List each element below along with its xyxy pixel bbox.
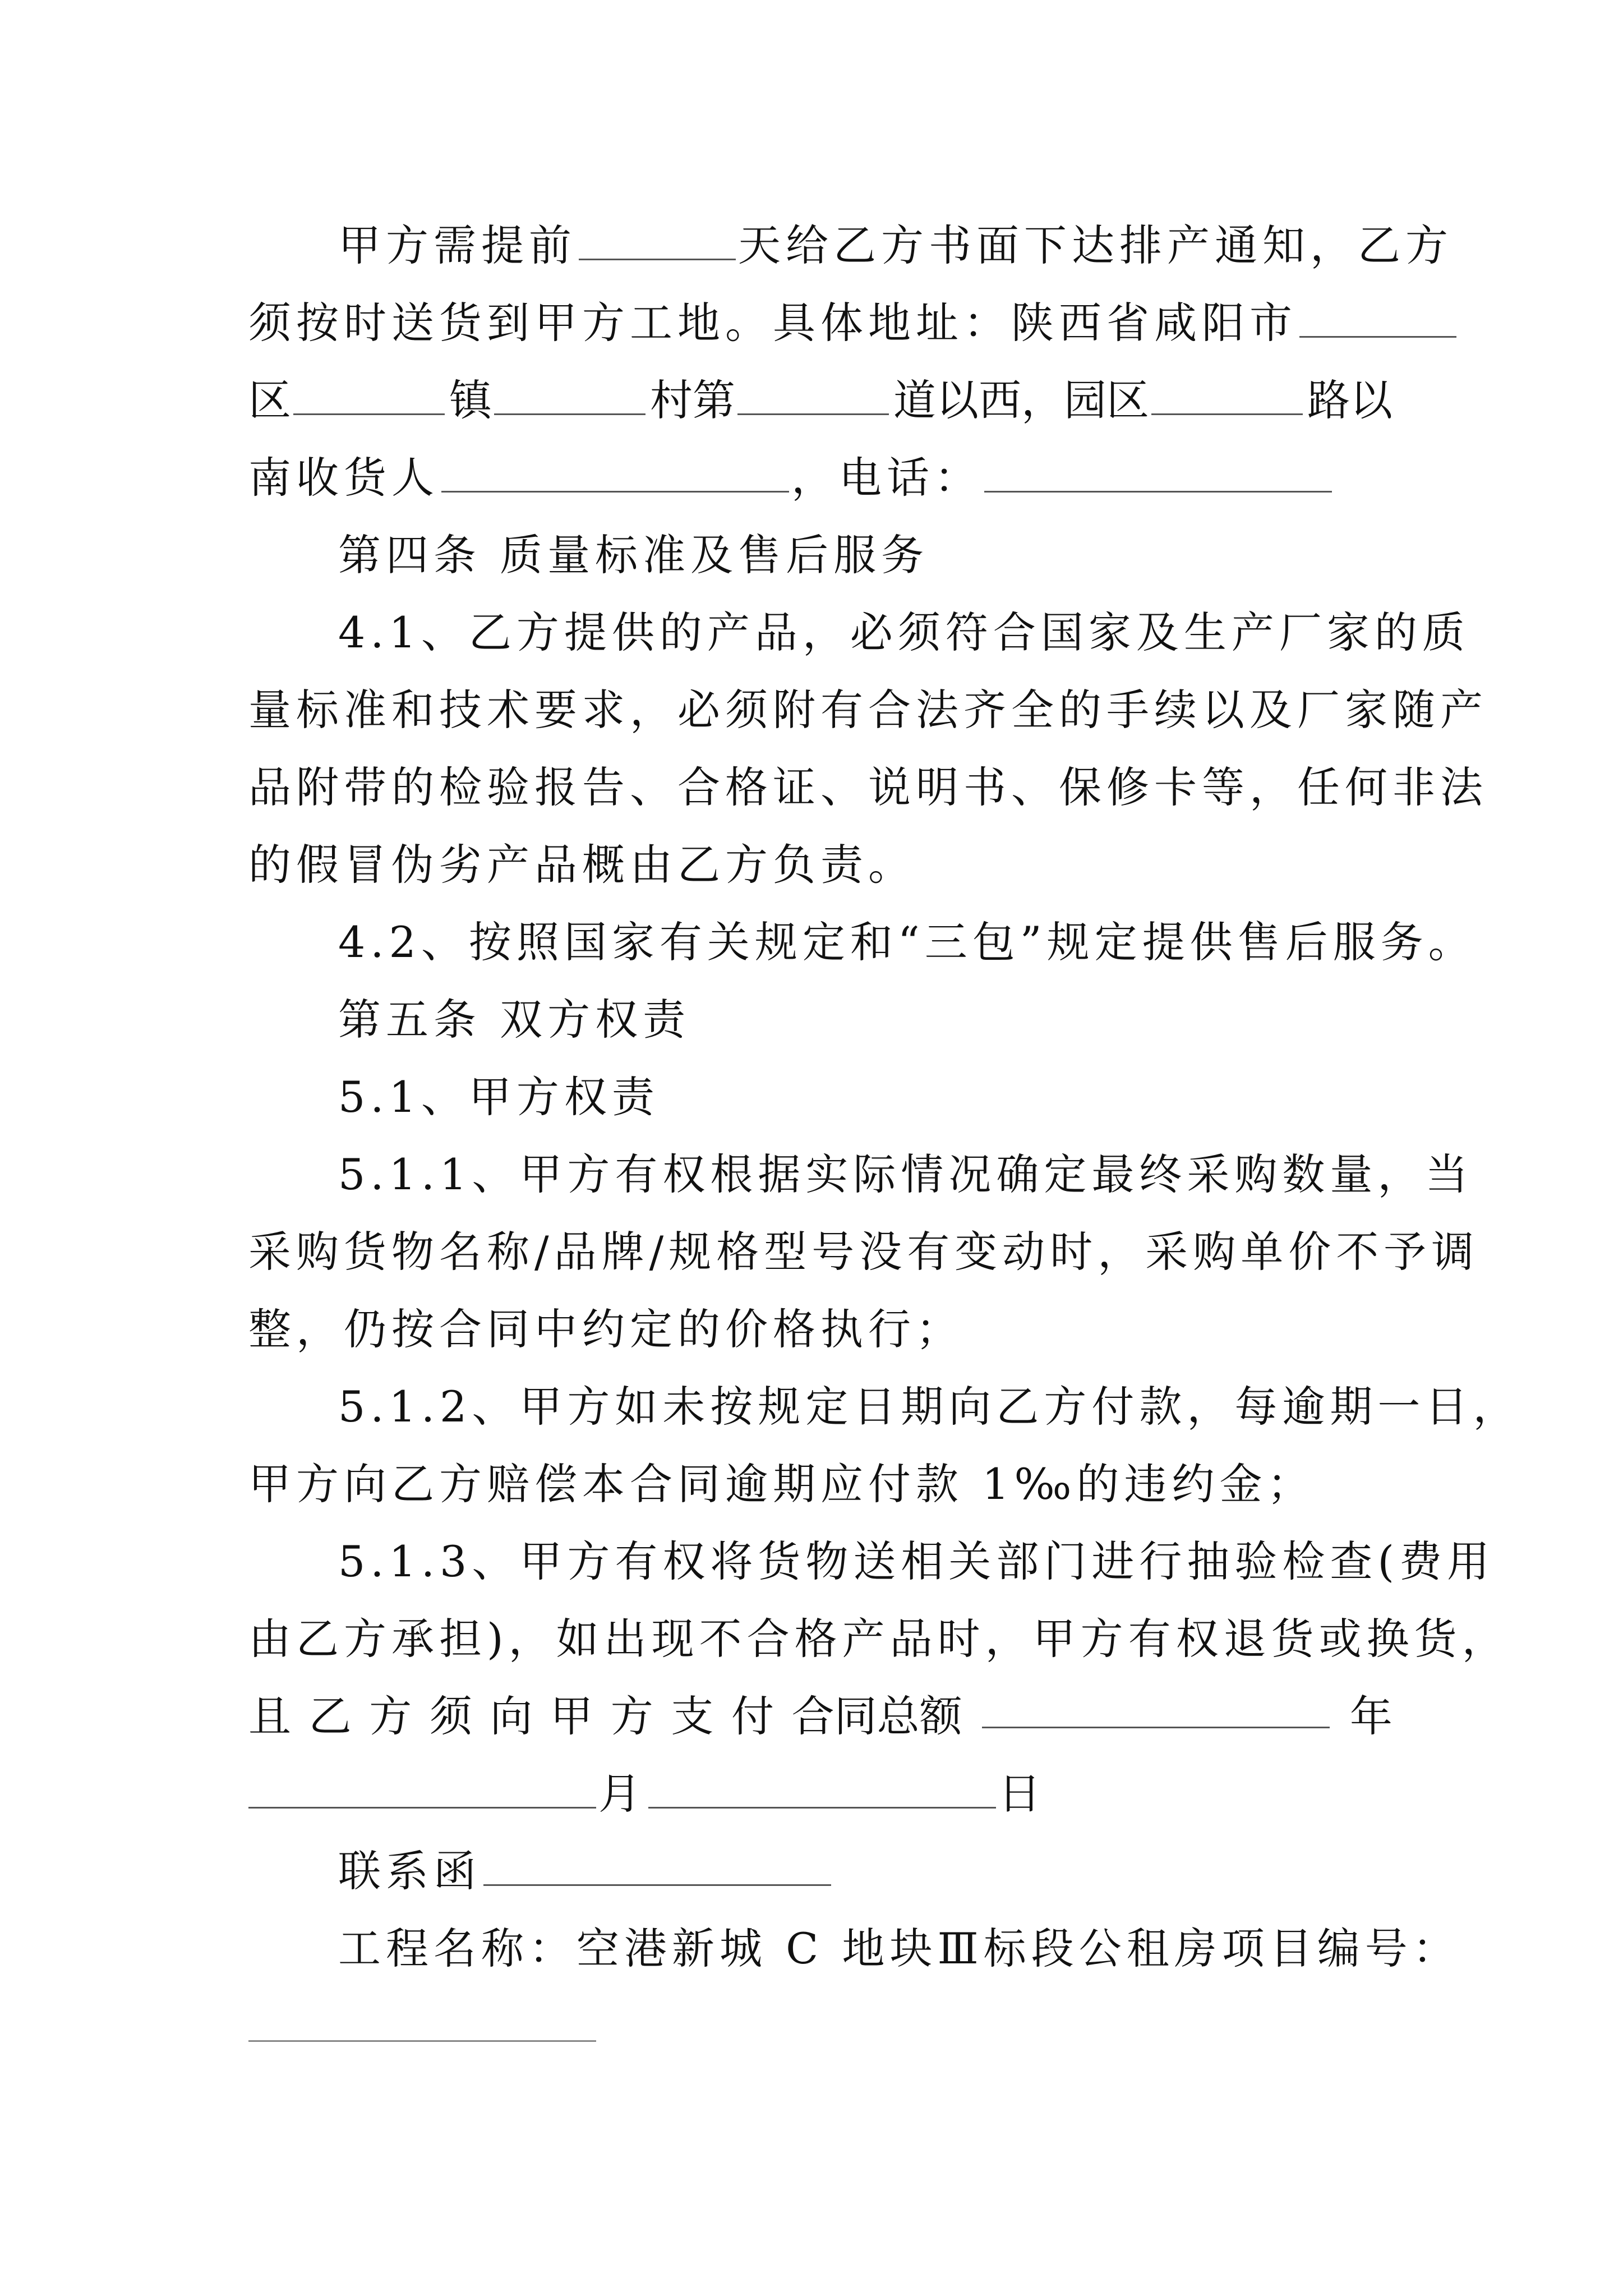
contact-letter-line	[338, 1844, 1393, 1898]
amount-blank	[982, 1690, 1330, 1728]
c: 且	[248, 1691, 291, 1741]
month-label: 月	[598, 1769, 646, 1819]
delivery-line-3	[248, 374, 1393, 427]
blank	[494, 376, 645, 415]
c: 须	[429, 1691, 472, 1741]
clause-5-1-3-line-1: 5.1.3、甲方有权将货物送相关部门进行抽验检查(费用	[338, 1536, 1495, 1586]
clause-5-1-2-line-2: 甲方向乙方赔偿本合同逾期应付款 1‰的违约金；	[248, 1459, 1315, 1509]
c: 方	[610, 1691, 653, 1741]
article-5-heading: 第五条 双方权责	[338, 995, 691, 1045]
clause-4-1-line-1: 4.1、乙方提供的产品，必须符合国家及生产厂家的质	[338, 608, 1470, 657]
blank	[293, 376, 445, 415]
c: 甲	[550, 1691, 593, 1741]
clause-5-1-2-line-1: 5.1.2、甲方如未按规定日期向乙方付款，每逾期一日，	[338, 1382, 1521, 1432]
contact-letter-label: 联系函	[338, 1846, 481, 1896]
phone-blank	[984, 454, 1332, 493]
clause-5-1: 5.1、甲方权责	[338, 1072, 660, 1122]
delivery-line-1	[338, 219, 1453, 273]
c: 支	[671, 1691, 714, 1741]
text: ，电话：	[791, 453, 982, 503]
c: 方	[369, 1691, 412, 1741]
text: 村第	[650, 375, 735, 425]
text: 须按时送货到甲方工地。具体地址：陕西省咸阳市	[248, 298, 1297, 348]
text: 镇	[449, 375, 492, 425]
district-blank	[1299, 299, 1456, 338]
text: 路以	[1307, 375, 1393, 425]
text: 区	[248, 375, 291, 425]
c: 合同总额	[791, 1691, 962, 1741]
project-number-blank	[248, 2040, 596, 2042]
text: 天给乙方书面下达排产通知，乙方	[738, 220, 1453, 270]
clause-4-1-line-2: 量标准和技术要求，必须附有合法齐全的手续以及厂家随产	[248, 685, 1488, 735]
clause-5-1-3-line-2: 由乙方承担)，如出现不合格产品时，甲方有权退货或换货，	[248, 1614, 1510, 1664]
clause-4-2: 4.2、按照国家有关规定和“三包”规定提供售后服务。	[338, 917, 1476, 967]
text: 道以西，园区	[893, 375, 1149, 425]
seg	[449, 374, 648, 427]
article-4-heading: 第四条 质量标准及售后服务	[338, 530, 929, 580]
clause-4-1-line-3: 品附带的检验报告、合格证、说明书、保修卡等，任何非法	[248, 762, 1488, 812]
seg	[650, 374, 891, 427]
date-line	[248, 1767, 1393, 1821]
text: 甲方需提前	[338, 220, 577, 270]
year-label: 年	[1349, 1691, 1393, 1741]
delivery-line-4	[248, 451, 1393, 505]
seg	[893, 374, 1305, 427]
seg	[248, 374, 447, 427]
text: 南收货人	[248, 453, 439, 503]
clause-5-1-3-line-3	[248, 1690, 1393, 1743]
delivery-line-2	[248, 296, 1393, 350]
month-blank	[248, 1770, 596, 1809]
day-label: 日	[998, 1769, 1046, 1819]
project-name-line: 工程名称：空港新城 C 地块Ⅲ标段公租房项目编号：	[338, 1924, 1460, 1973]
clause-5-1-1-line-2: 采购货物名称/品牌/规格型号没有变动时，采购单价不予调	[248, 1227, 1479, 1277]
days-blank	[579, 222, 736, 260]
blank	[1151, 376, 1303, 415]
clause-5-1-1-line-1: 5.1.1、甲方有权根据实际情况确定最终采购数量，当	[338, 1149, 1473, 1199]
blank	[737, 376, 889, 415]
c: 付	[731, 1691, 774, 1741]
clause-5-1-1-line-3: 整，仍按合同中约定的价格执行；	[248, 1304, 963, 1354]
receiver-blank	[441, 454, 789, 493]
clause-4-1-line-4: 的假冒伪劣产品概由乙方负责。	[248, 840, 916, 890]
contact-blank	[483, 1847, 831, 1886]
c: 乙	[308, 1691, 352, 1741]
day-blank	[648, 1770, 996, 1809]
c: 向	[490, 1691, 533, 1741]
